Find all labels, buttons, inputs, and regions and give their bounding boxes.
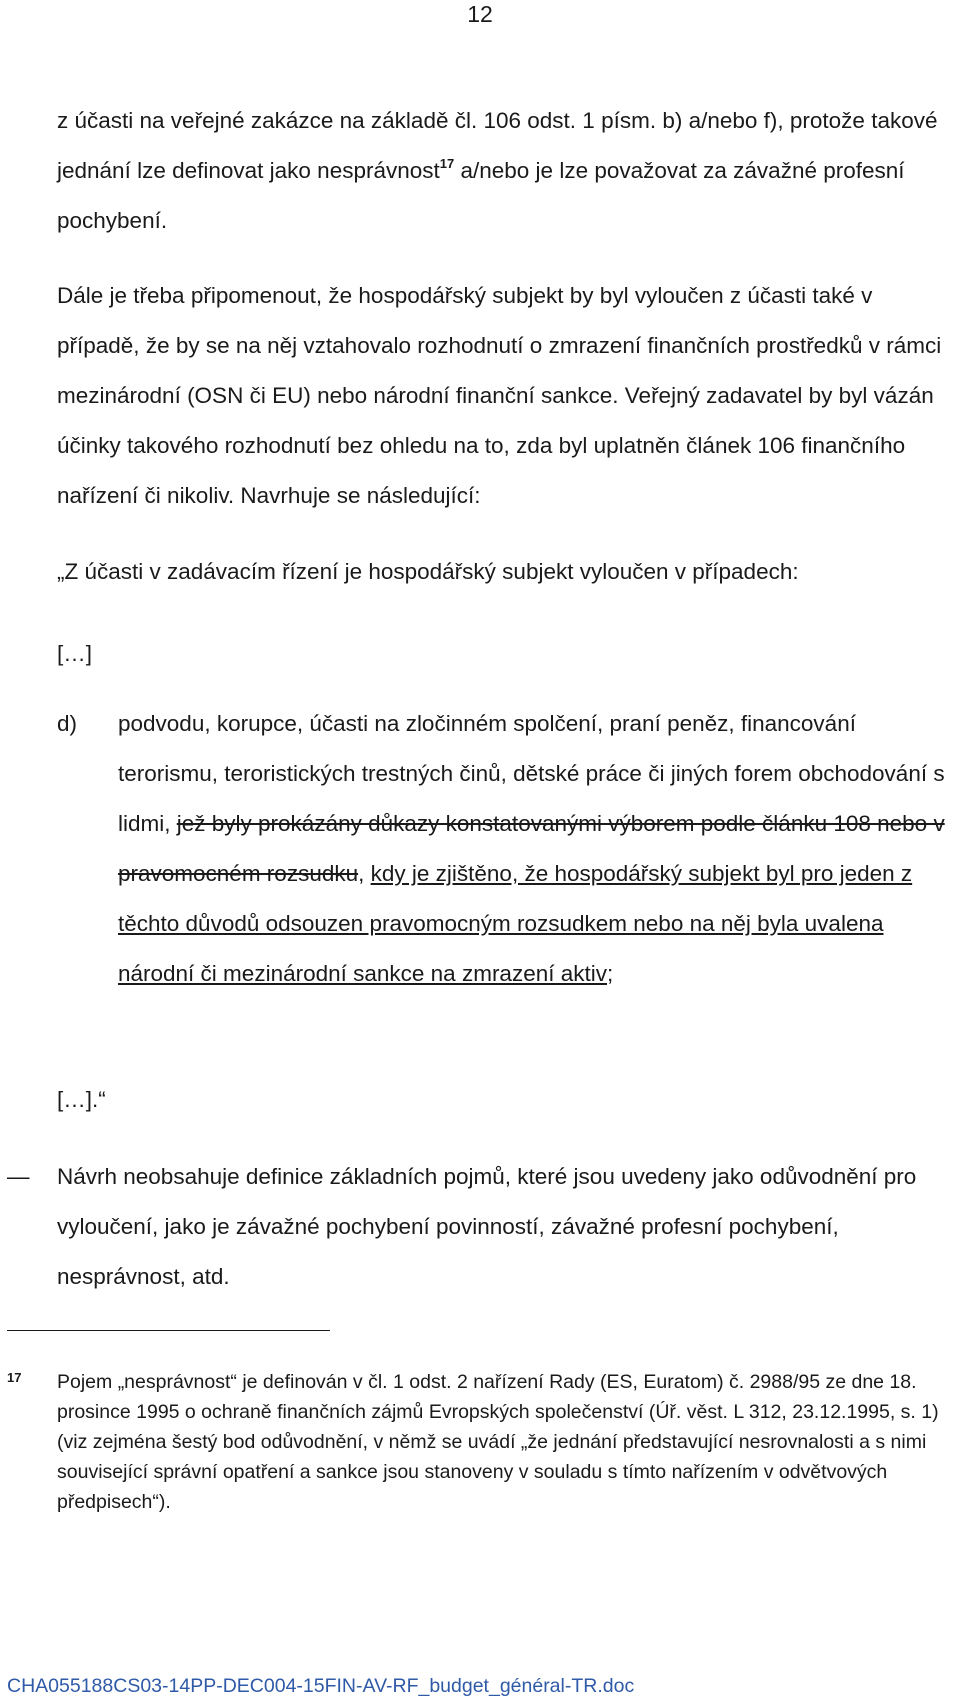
footnote-text: Pojem „nesprávnost“ je definován v čl. 1 odst. 2 nařízení Rady (ES, Euratom) č. 2988/95 ze dne 18. prosince 1995 o ochraně finančních zájmů Evropských společenství (Úř. věst. L 312, 23.12.1995, s. 1) (viz zejména šestý bod odůvodnění, v němž se uvádí „že jednání představující nesrovnalosti a s nimi související správní opatření a sankce jsou stanoveny v souladu s tímto nařízením v odvětvových předpisech“). xyxy=(57,1371,939,1513)
plain-text: podvodu, korupce, účasti na zločinném spolčení, praní peněz, financování terorismu, teroristických trestných činů, dětské práce či jiných forem obchodování s lidmi, xyxy=(118,711,945,836)
quote-intro: „Z účasti v zadávacím řízení je hospodářský subjekt vyloučen v případech: xyxy=(57,559,799,584)
separator-text: , xyxy=(358,861,371,886)
footnote-number: 17 xyxy=(7,1370,22,1385)
footnote-reference[interactable]: 17 xyxy=(439,156,455,171)
document-file-name: CHA055188CS03-14PP-DEC004-15FIN-AV-RF_budget_général-TR.doc xyxy=(7,1675,635,1697)
inserted-text: kdy je zjištěno, že hospodářský subjekt byl pro jeden z těchto důvodů odsouzen pravomocným rozsudkem nebo na něj byla uvalena národní či mezinárodní sankce na zmrazení aktiv xyxy=(118,861,913,986)
paragraph-text: a/nebo je lze považovat za závažné profesní pochybení. xyxy=(57,158,905,233)
paragraph: Dále je třeba připomenout, že hospodářský subjekt by byl vyloučen z účasti také v případě, že by se na něj vztahovalo rozhodnutí o zmrazení finančních prostředků v rámci mezinárodní (OSN či EU) nebo národní finanční sankce. Veřejný zadavatel by byl vázán účinky takového rozhodnutí bez ohledu na to, zda byl uplatněn článek 106 finančního nařízení či nikoliv. Navrhuje se následující: xyxy=(57,283,942,508)
dash-item-text: Návrh neobsahuje definice základních pojmů, které jsou uvedeny jako odůvodnění pro vyloučení, jako je závažné pochybení povinností, závažné profesní pochybení, nesprávnost, atd. xyxy=(57,1164,917,1289)
ellipsis-open: […] xyxy=(57,641,93,666)
list-item-label: d) xyxy=(57,711,78,736)
list-item-body xyxy=(118,699,957,999)
end-punctuation: ; xyxy=(607,961,614,986)
paragraph-continuation xyxy=(57,96,957,246)
em-dash-bullet: — xyxy=(7,1164,30,1189)
ellipsis-close: […].“ xyxy=(57,1087,106,1112)
footnote-separator xyxy=(7,1330,330,1331)
deleted-text: jež byly prokázány důkazy konstatovanými výborem podle článku 108 nebo v pravomocném rozsudku xyxy=(118,811,945,886)
page-number: 12 xyxy=(467,1,493,27)
paragraph-text: z účasti na veřejné zakázce na základě čl. 106 odst. 1 písm. b) a/nebo f), protože takové jednání lze definovat jako nesprávnost xyxy=(57,108,938,183)
